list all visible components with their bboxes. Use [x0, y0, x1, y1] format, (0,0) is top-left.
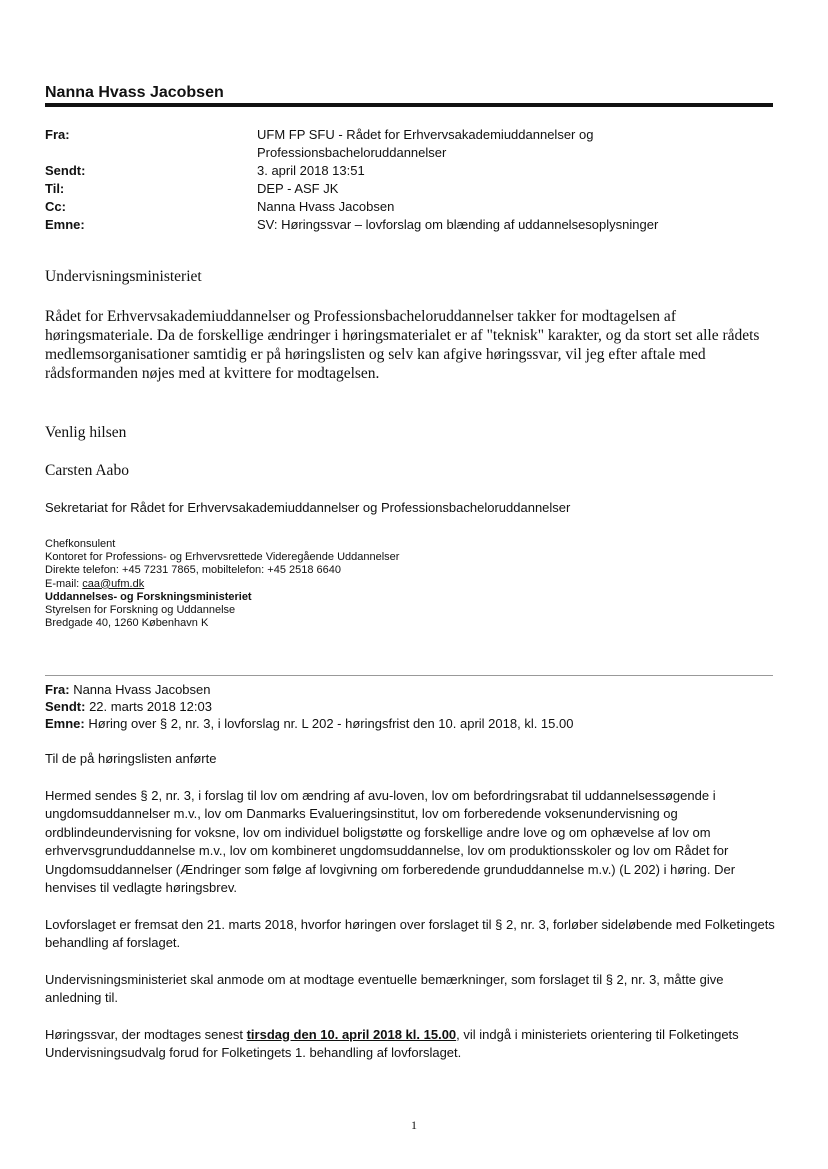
header-row-cc	[45, 198, 773, 216]
header-label-sent: Sendt:	[45, 163, 86, 178]
reply-body: Rådet for Erhvervsakademiuddannelser og Professionsbacheloruddannelser takker for modtagelsen af høringsmateriale. Da de forskellige ændringer i høringsmaterialet er af "teknisk" karakter, og da stort set alle rådets medlemsorganisationer samtidig er på høringslisten og selv kan afgive høringssvar, vil jeg efter aftale med rådsformanden nøjes med at kvittere for modtagelsen.	[45, 308, 760, 382]
original-subject-label: Emne:	[45, 716, 85, 731]
header-value-sent: 3. april 2018 13:51	[257, 163, 365, 178]
original-paragraph-deadline	[45, 1026, 775, 1063]
header-row-subject	[45, 216, 773, 234]
signature-email-label: E-mail:	[45, 577, 83, 590]
original-message-header	[45, 681, 573, 732]
header-label-to: Til:	[45, 181, 65, 196]
page-number: 1	[411, 1118, 417, 1132]
signature-role: Chefkonsulent	[45, 538, 116, 550]
original-paragraph: Undervisningsministeriet skal anmode om at modtage eventuelle bemærkninger, som forslaget til § 2, nr. 3, måtte give anledning til.	[45, 971, 724, 1005]
email-link[interactable]: caa@ufm.dk	[82, 577, 145, 590]
signature-email-line	[45, 578, 399, 591]
signature-office: Kontoret for Professions- og Erhvervsrettede Videregående Uddannelser	[45, 551, 400, 564]
original-salutation: Til de på høringslisten anførte	[45, 751, 217, 766]
original-message-body	[45, 750, 775, 1081]
header-label-subject: Emne:	[45, 217, 85, 232]
header-row-to	[45, 180, 773, 198]
signature-address: Bredgade 40, 1260 København K	[45, 617, 209, 630]
original-sent-value: 22. marts 2018 12:03	[89, 699, 212, 714]
signature-block	[45, 538, 399, 630]
message-separator	[45, 675, 773, 676]
header-label-cc: Cc:	[45, 199, 66, 214]
header-value-from: UFM FP SFU - Rådet for Erhvervsakademiuddannelser og Professionsbacheloruddannelser	[257, 127, 594, 160]
closing: Venlig hilsen	[45, 424, 127, 441]
original-subject-value: Høring over § 2, nr. 3, i lovforslag nr. L 202 - høringsfrist den 10. april 2018, kl. 15.00	[88, 716, 574, 731]
signer-name: Carsten Aabo	[45, 462, 129, 479]
greeting: Undervisningsministeriet	[45, 268, 202, 285]
signature-agency: Styrelsen for Forskning og Uddannelse	[45, 604, 236, 617]
original-sent-line	[45, 698, 573, 715]
original-paragraph: Hermed sendes § 2, nr. 3, i forslag til lov om ændring af avu-loven, lov om befordringsrabat til uddannelsessøgende i ungdomsuddannelser m.v., lov om Danmarks Evalueringsinstitut, lov om forberedende voksenundervisning og ordblindeundervisning for voksne, lov om individuel boligstøtte og forskellige andre love og om ophævelse af lov om erhvervsgrunduddannelse m.v., lov om kombineret ungdomsuddannelse, lov om produktionsskoler og lov om Rådet for Ungdomsuddannelser (Ændringer som følge af lovgivning om forberedende grunduddannelse m.v.) (L 202) i høring. Der henvises til vedlagte høringsbrev.	[45, 787, 736, 895]
original-from-label: Fra:	[45, 682, 70, 697]
header-value-to: DEP - ASF JK	[257, 181, 339, 196]
secretariat-line: Sekretariat for Rådet for Erhvervsakademiuddannelser og Professionsbacheloruddannelser	[45, 500, 571, 515]
header-row-sent	[45, 162, 773, 180]
document-title: Nanna Hvass Jacobsen	[45, 84, 224, 101]
deadline-post: , vil indgå i ministeriets orientering til Folketingets Undervisningsudvalg forud for Folketingets 1. behandling af lovforslaget.	[45, 1026, 739, 1060]
header-value-subject: SV: Høringssvar – lovforslag om blænding af uddannelsesoplysninger	[257, 217, 659, 232]
header-label-from: Fra:	[45, 127, 70, 142]
header-value-cc: Nanna Hvass Jacobsen	[257, 199, 395, 214]
original-paragraph: Lovforslaget er fremsat den 21. marts 2018, hvorfor høringen over forslaget til § 2, nr. 3, forløber sideløbende med Folketingets behandling af forslaget.	[45, 916, 775, 950]
original-subject-line	[45, 715, 573, 732]
deadline-pre: Høringssvar, der modtages senest	[45, 1026, 247, 1042]
original-sent-label: Sendt:	[45, 699, 86, 714]
header-row-from	[45, 126, 773, 162]
title-divider	[45, 103, 773, 107]
signature-phones: Direkte telefon: +45 7231 7865, mobiltelefon: +45 2518 6640	[45, 564, 342, 577]
original-from-line	[45, 681, 573, 698]
original-from-value: Nanna Hvass Jacobsen	[73, 682, 211, 697]
signature-ministry: Uddannelses- og Forskningsministeriet	[45, 590, 252, 603]
deadline-highlight: tirsdag den 10. april 2018 kl. 15.00	[246, 1026, 457, 1042]
email-header-fields	[45, 126, 773, 234]
